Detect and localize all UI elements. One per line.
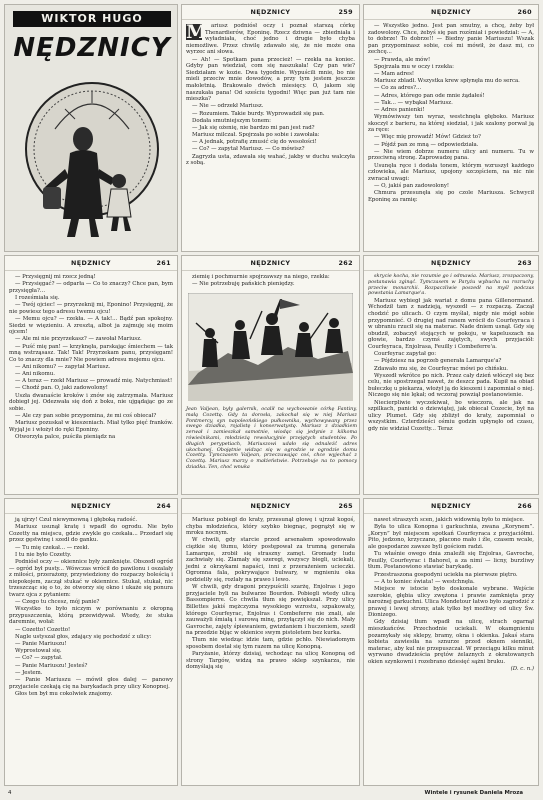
paragraph: Mariusz pozuskał w kieszeniach. Miał tylko pięć franków. Wyjął je i włożył do ręki Eponiny. — [9, 420, 173, 433]
paragraph: W chwili, gdy starcie przed arsenałem spowodowało ciężkie się tłumu, który postępował za trumną generała Lamarque, zrobił się straszny zamęt. Gromady ludu zachwiały się. Zlamały się szeregi, wszyscy biegli, uciekali, jedni z okrzykami napaści, inni z przerażeniem ucieczki. Ogromna fala, pokrywające bulwary, w mgnieniu oka podzieliły się, rozlały na prawo i lewo. — [186, 537, 355, 583]
paragraph: — A jednak, potrafię zmusić cię do wesołości! — [192, 139, 317, 146]
paragraph: Courfeyrac zapytał go: — [374, 351, 437, 358]
paragraph: nawet straszych scen, jakich widownią było to miejsce. — [374, 517, 525, 523]
running-title: NĘDZNICY — [250, 502, 291, 510]
running-title: NĘDZNICY — [71, 259, 111, 267]
page-marker: 4 — [8, 790, 12, 796]
paragraph: Mariusz milczał. Spojrzała po sobie i zawołała: — [192, 132, 320, 139]
paragraph: Przestraszona gospodyni uciekła na pierwsze piętro. — [374, 571, 518, 578]
paragraph: Zdawało mu się, że Courfeyrac mówi po chińsku. — [374, 365, 508, 372]
barricade-illustration — [188, 293, 353, 401]
paragraph: Mariusz wybiegł jak wariat z domu pana Gillenormand. Wchodził tam z nadzieją, wyszedł — z rozpaczą. Zaczął chodzić po ulicach. O czym myślał, nigdy nie mógł sobie przypomnieć. O drugiej nad ranem wrócił do Courfeyraca i w ubraniu rzucił się na materac. Nade dniem usnął. Gdy się obudził, zobaczył stojących w pokoju, w kapeluszach na głowie, bardzo czymś zajętych, swych przyjaciół: Courfeyraca, Enjolrasa, Feuilly i Combeferre'a. — [368, 297, 534, 350]
paragraph: Wszystko to było niczym w porównaniu z okropną przypuszczenia, którą przewidywał. Wtedy, że stuka daremnie, wołał: — [9, 606, 173, 626]
page-header — [364, 499, 538, 514]
paragraph: Otworzyła palce, puściła pieniądz na — [15, 433, 116, 440]
paragraph: Zagryzła usta, zdawała się wahać, jakby w duchu walczyła z sobą. — [186, 153, 355, 167]
running-title: NĘDZNICY — [431, 259, 471, 267]
paragraph: — Nie — odrzekł Mariusz. — [192, 103, 264, 110]
synopsis-caption — [182, 404, 360, 474]
paragraph: W chwili, gdy dragoni przypuścili szarżę, Enjolras i jego przyjaciele byli na bulwarze Bourdon. Pobiegli wtedy ulicą Bassompierre. Co chwila tłum się powiększał. Przy ulicy Billettes jakiś mężczyzna wysokiego wzrostu, szpakowaty, którego Courfeyrac, Enjolras i Combeferre nie znali, ale zauważyli śmiałą i surową minę, przyłączył się do nich. Mały Gavroche, zajęty śpiewaniem, gwizdaniem i huczeniem, szedł na przedzie bijąc w okienice swym pistoletem bez kurka. — [186, 584, 355, 637]
running-title: NĘDZNICY — [250, 259, 291, 267]
paragraph: — Ani nikomu? — zapytał Mariusz. — [15, 363, 111, 370]
paragraph: — Nie wiem dobrze numeru ulicy ani numeru. Tu w przeciwną stronę. Zaprowadzę pana. — [368, 148, 534, 162]
page-footer — [0, 788, 543, 800]
paragraph: ziemię i pochmurnie spojrzawszy na niego, rzekła: — [192, 274, 330, 280]
paragraph: Podniósł oczy — okiennice były zamknięte. Obszedł ogród — ogród był pusty... Wówczas wrócił do pawilonu i oszalały z miłości, przerażony, przywiedziony do rozpaczy boleścią i niepokojem, zaczął stukać w okiennice. Stukał, stukał, nic trzeszcząc się o to, że otworzy się okno i ukaże się ponura twarz ojca z pytaniem: — [9, 558, 173, 598]
paragraph: ją ujrzy! Czuł niewymowną i głęboką radość. — [15, 517, 138, 523]
paragraph: Miejsce w istocie było doskonale wybrane. Wejście szerokie, głębia ulicy zwężona i prawie zamknięta przy narożnej garkuchni. Ulica Mondetour łatwo było zagrodzić z prawej i lewej strony, atak tylko był możliwy od ulicy Św. Dionizego. — [368, 585, 534, 619]
cover-illustration — [15, 69, 169, 247]
paragraph: — Chodź pan. O, jaki zadowolony! — [15, 385, 108, 392]
paragraph: — Adres, którego pan ode mnie żądałeś! — [374, 92, 485, 99]
caption-text: Jean Valjean, były galernik, ocalił na wychowanie córkę Fantiny, małą Cozettę. Gdy ta dorosła, zakochał się w niej Mariusz Pontmercy, syn napoleońskiego pułkownika, wychowywany przez swego dziadka, rojalistę i konserwatystę. Mariusz z dziadkiem zerwał i zamieszkał samotnie, wiodąc się jedynie z kilkoma rówieśnikami, młodzieżą rewolucyjnie przejętych studentów. Po długich perypetiach, Mariuszowi udało się odnaleźć adres ukochanej. Obojętnie widząc się w ogrodzie w ogrodzie domu Cozetty. Tymczasem Valjean, przeczuwając coś, chce wyjechać z Cozettą. Mariusz marzy o małżeństwie. Potrzebuje na to pomocy dziadka. Ten, choć wnuka — [186, 406, 357, 470]
paragraph: Była to ulica Konopna i garkuchnia, zwana „Korynem”. „Koryn” był miejscem spotkań Courfeyraca z przyjaciółmi. Pito, jedzono, krzyczano, płacono mało i źle, czasem wcale, ale gospodarze zawsze byli gościom radzi. — [368, 524, 534, 550]
paragraph: Dodała smutniejszym tonem: — [192, 117, 271, 124]
page-header — [364, 256, 538, 271]
continued-note: (D. c. n.) — [510, 666, 534, 673]
page-number: 264 — [156, 502, 171, 510]
paragraph: Mariusz usunął kratę i wpadł do ogrodu. Nie było Cozetty na miejscu, gdzie zwykle go czekała... Przedarł się przez gęstwinę i szedł do ganku. — [9, 524, 173, 544]
paragraph: Paryżanie, którzy dzisiaj, wchodząc na ulicę Konopną od strony Targów, widzą na prawo sklep szynkarza, nie domyślają się — [186, 651, 355, 671]
paragraph: Mariusz pobiegł do kraty, przesunął głowę i ujrzał kogoś, chyba młodzieńca, który szybko biegnąc, pogrążył się w mroku nocnym. — [186, 517, 355, 537]
page-number: 266 — [517, 502, 532, 510]
running-title: NĘDZNICY — [250, 8, 291, 16]
paragraph: — Tak... — wybąkał Mariusz. — [374, 99, 453, 106]
page-number: 261 — [156, 259, 171, 267]
paragraph: — Ale czy pan sobie przypomina, że mi coś obiecał? — [15, 413, 157, 419]
paragraph: — Panie Mariuszu! — [15, 641, 67, 648]
page-number: 262 — [338, 259, 353, 267]
paragraph: — Więc mię prowadź! Mów! Gdzież to? — [374, 134, 481, 141]
paragraph: I roześmiała się. — [15, 294, 60, 301]
page-number: 259 — [338, 8, 353, 16]
paragraph: — Twój ojciec! — przyrzeknij mi, Eponino! Przysięgnij, że nie powiesz tego adresu twemu ojcu! — [9, 302, 173, 315]
page-cell-266 — [363, 498, 539, 786]
paragraph: — Mam adres! — [374, 70, 415, 77]
paragraph: — Memu ojcu? — rzekła. — A tak!... Bądź pan spokojny. Siedzi w więzieniu. A zresztą, albot ja zajmuję się moim ojcem! — [9, 315, 173, 336]
paragraph: Chmura przesunęła się po czole Mariusza. Schwycił Eponinę za ramię: — [368, 190, 534, 203]
cover-title: NĘDZNICY — [13, 33, 171, 63]
running-title: NĘDZNICY — [431, 8, 471, 16]
paragraph: Tłum nie wiedząc idzie tam, gdzie pchło. Niewiadomym sposobem dostał się tym razem na ulicę Konopną. — [186, 637, 355, 651]
running-title: NĘDZNICY — [71, 502, 111, 510]
paragraph: Wyprostował się. — [15, 648, 62, 655]
illustration-credit: Wintele i rysunek Daniela Mroza — [424, 790, 523, 796]
cover-author: WIKTOR HUGO — [13, 11, 171, 27]
paragraph: — Cozetto! Cozetto! — [15, 626, 71, 633]
page-text — [182, 271, 359, 291]
paragraph: — A teraz — rzekł Mariusz — prowadź mię. Natychmiast! — [15, 378, 173, 385]
page-text — [5, 514, 177, 701]
page-number: 265 — [338, 502, 353, 510]
paragraph: — Ani nikomu. — [15, 371, 55, 378]
paragraph: Głos ten był mu cokolwiek znajomy. — [15, 690, 113, 697]
page-cell-259 — [181, 4, 360, 252]
paragraph: — Tu mię czekał... — rzekł. — [15, 544, 90, 551]
paragraph: Mariusz zbladł. Wszystka krew spłynęła mu do serca. — [374, 78, 520, 85]
paragraph: — Co? — zapytał. — [15, 655, 63, 662]
page-cell-261 — [4, 255, 178, 495]
paragraph: — Panie Mariuszu — mówił głos dalej — panowy przyjaciele czekają cię na barykadach przy ulicy Konopnej. — [9, 676, 173, 690]
paragraph: — Adres panienki! — [374, 106, 425, 113]
paragraph: — Jak się ożenię, nie bardzo mi pan jest rad? — [192, 124, 315, 131]
paragraph: — Przysięgać? — odparła — Co to znaczy? Chce pan, bym przysięgła?... — [9, 281, 173, 294]
paragraph: — Ale mi nie przyrzekasz? — zawołał Mariusz. — [15, 336, 142, 343]
cover-panel — [4, 4, 178, 252]
paragraph: Niecierpliwie wyczekiwał, bo wieczora, ale jak na szpilkach, panicki o dziewiątej, jak obiecał Cozecie, był na ulicy Plumet. Gdy się zbliżył do kraty, zapomniał o wszystkim. Czterdzieści ośmiu godzin upłynęło od czasu, gdy nie widział Cozetty... Teraz — [368, 399, 534, 433]
synopsis-caption: skrycie kocha, nie rozumie go i odmawia. Mariusz, zrozpaczony, postanawia zginąć. Tymczasem w Paryżu wybucha na rozruchy przeciw monarchii. Rozpaczliwie poszedł na myśl podczas powstania Lamarque'a. — [368, 273, 534, 297]
paragraph: — A to koniec świata! — westchnęła. — [374, 578, 475, 585]
page-text — [182, 514, 359, 675]
paragraph: — O, jakiś pan zadowolony! — [374, 182, 450, 189]
running-title: NĘDZNICY — [431, 502, 471, 510]
paragraph: — Nie potrzebuję pańskich pieniędzy. — [192, 281, 295, 288]
page-text — [364, 271, 538, 436]
paragraph: Wymówiwszy ten wyraz, westchnęła głęboko. Mariusz skoczył z barieru, na której siedział, i jak szalony porwał ją za ręce: — [368, 114, 534, 134]
paragraph: Uszła dwanaście kroków i znów się zatrzymała. Mariusz dobiegł jej. Odezwała się doń z boku, nie ujgądając go ze sobie. — [9, 392, 173, 412]
paragraph: — Prawda, ale mów! — [374, 56, 431, 63]
paragraph: — Jestem. — [15, 669, 43, 676]
page-text — [5, 271, 177, 444]
paragraph: — Co? — zapytał Mariusz. — Co mówisz? — [192, 146, 305, 153]
paragraph: — Pójdź pan ze mną — odpowiedziała. — [374, 141, 479, 148]
page-header — [182, 256, 359, 271]
paragraph: ariusz podniósł oczy i poznał starszą córkę Thenardierów, Eponinę. Rzecz dziwna — zbiedniała i wyładniała, choć jedno i drugie było chyba niemożliwe. Przez chwilę zdawało się, że nie może ona wyrzec ani słowa. — [186, 23, 355, 56]
paragraph: — Panie Mariuszu! Jesteś? — [15, 662, 88, 669]
paragraph: — Ah! — Spotkam pana przecież! — rzekła na koniec. Gdyby pan wiedział, com się naszukała! Czy pan wie? Siedziałam w kozie. Dwa tygodnie. Wypuścili mnie, bo nie mieli przeciw mnie dowodów, a przy tym jestem jeszcze małoletnią. Brakowało dwóch miesięcy. O, jakem się naszukała pana! Od sześciu tygodni! Więc pan już tam nie mieszka? — [186, 56, 355, 103]
paragraph: Tu właśnie owego dnia znaleźli się Enjolras, Gavroche, Feuilly, Courfeyrac i Bahorel, a za nimi — licny, burzliwy tłum. Postanowiono stawiać barykadę. — [368, 551, 534, 571]
page-cell-263 — [363, 255, 539, 495]
paragraph: — Czego tu chcesz, mój panie? — [15, 599, 100, 606]
paragraph: Usunęła ręce i dodała tonem, którym wzruszył każdego człowieka, ale Mariusz, upojony szczęściem, na nic nie zwracał uwagi: — [368, 162, 534, 182]
page-header — [182, 5, 359, 20]
dropcap-m-icon: M — [186, 21, 208, 43]
page-number: 263 — [517, 259, 532, 267]
page-header — [5, 256, 177, 271]
paragraph: Gdy dzisiaj tłum wpadł na ulicę, strach ogarnął mieszkańców. Przechodnie uciekali. W okamgnieniu pozamykały się sklepy, bramy, okna i okienka. Jakaś stara kobieta zawiesiła na sznurze przed oknem sienniki, materac, aby kul nie przepuszczał. W przeciągu kilku minut wyrwano dwadzieścia prętów żelaznych z okratowanych okien szynkowni i rozebrano dziesięć sążni bruku. — [368, 619, 534, 666]
page-cell-264 — [4, 498, 178, 786]
page-header — [364, 5, 538, 20]
paragraph: I tu nie było Cozetty. — [15, 551, 72, 558]
page-header — [5, 499, 177, 514]
page-cell-260 — [363, 4, 539, 252]
page-header — [182, 499, 359, 514]
page-cell-265 — [181, 498, 360, 786]
paragraph: — Przysięgnij mi rzecz jedną! — [15, 274, 96, 280]
paragraph: — Co za adres?... — [374, 85, 422, 92]
paragraph: — Pójdziesz na pogrzeb generała Lamarque'a? — [374, 358, 502, 365]
paragraph: Wyszedł wkrótce po nich. Przez cały dzień włóczył się bez celu, nie spostrzegał nawet, że deszcz pada. Kupił na obiad bułeczkę u piekarza, włożył ją do kieszeni i zapomniał o niej. Niczego się nie lękał; od wczoraj powziął postanowienie. — [368, 372, 534, 399]
page-cell-262 — [181, 255, 360, 495]
paragraph: — Wszystko jedno. Jest pan smutny, a chcę, żeby był zadowolony. Chce, żebyś się pan rozśmiał i powiedział: — A, to dobrze! To dobrze!! — Biedny panie Mariuszu! Wszak pan przypominasz sobie, coś mi mówił, że dasz mi, co zechcę... — [368, 23, 534, 56]
paragraph: — Rozumiem. Takie burdy. Wyprowadził się pan. — [192, 110, 325, 117]
paragraph: Nagle ustyszał głos, zdający się pochodzić z ulicy: — [15, 633, 152, 640]
page-text — [364, 20, 538, 207]
page-number: 260 — [517, 8, 532, 16]
paragraph: Spojrzała mu w oczy i rzekła: — [374, 63, 454, 70]
page-text — [364, 514, 538, 676]
paragraph: — Puść mię pan! — krzyknęła, parskając śmiechem — tak mną wstrząsasz. Tak! Tak! Przyrzekam panu, przysięgam! Co to znaczy dla mnie? Nie powiem adresu mojemu ojcu. — [9, 343, 173, 363]
page-text — [182, 20, 359, 170]
